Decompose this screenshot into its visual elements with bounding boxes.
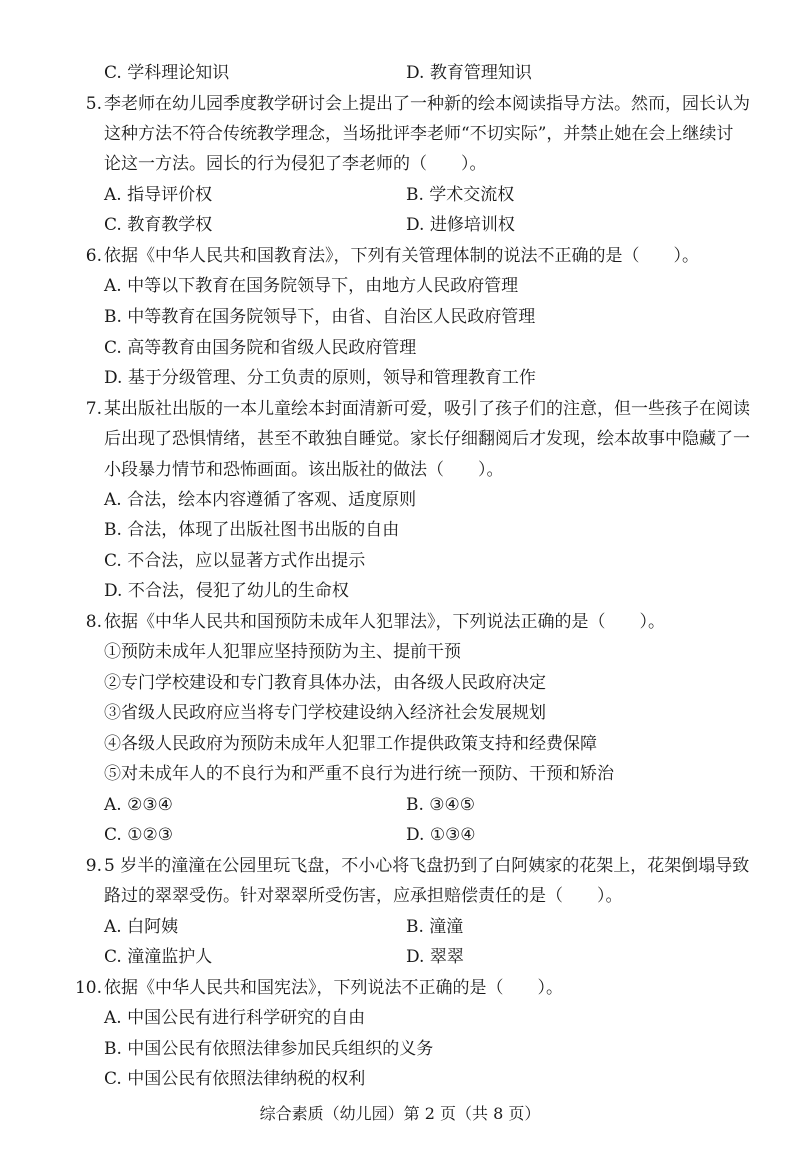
question-6-stem: 依据《中华人民共和国教育法》，下列有关管理体制的说法不正确的是（ ）。	[104, 246, 699, 266]
question-10-number: 10.	[74, 978, 102, 998]
question-8-option-a: A. ②③④	[104, 795, 173, 815]
question-7-option-b: B. 合法，体现了出版社图书出版的自由	[104, 520, 400, 540]
question-8-stem: 依据《中华人民共和国预防未成年人犯罪法》，下列说法正确的是（ ）。	[104, 612, 665, 632]
question-5-stem-line-1: 李老师在幼儿园季度教学研讨会上提出了一种新的绘本阅读指导方法。然而，园长认为	[104, 94, 750, 114]
question-9-option-a: A. 白阿姨	[104, 917, 179, 937]
question-5-stem-line-2: 这种方法不符合传统教学理念，当场批评李老师“不切实际”，并禁止她在会上继续讨	[104, 124, 734, 144]
question-5-option-a: A. 指导评价权	[104, 185, 213, 205]
question-10-stem: 依据《中华人民共和国宪法》，下列说法不正确的是（ ）。	[104, 978, 563, 998]
question-6-number: 6.	[85, 246, 102, 266]
question-7-number: 7.	[85, 399, 102, 419]
question-8-item-4: ④各级人民政府为预防未成年人犯罪工作提供政策支持和经费保障	[104, 734, 597, 754]
question-7-stem-line-1: 某出版社出版的一本儿童绘本封面清新可爱，吸引了孩子们的注意，但一些孩子在阅读	[104, 399, 750, 419]
question-7-stem-line-2: 后出现了恐惧情绪，甚至不敢独自睡觉。家长仔细翻阅后才发现，绘本故事中隐藏了一	[104, 429, 750, 449]
question-5-stem-line-3: 论这一方法。园长的行为侵犯了李老师的（ ）。	[104, 154, 487, 174]
question-8-item-5: ⑤对未成年人的不良行为和严重不良行为进行统一预防、干预和矫治	[104, 764, 614, 784]
question-5-option-d: D. 进修培训权	[406, 215, 515, 235]
prev-option-c: C. 学科理论知识	[104, 63, 230, 83]
question-7-option-a: A. 合法，绘本内容遵循了客观、适度原则	[104, 490, 417, 510]
prev-option-d: D. 教育管理知识	[406, 63, 532, 83]
question-8-option-c: C. ①②③	[104, 825, 173, 845]
question-10-option-b: B. 中国公民有依照法律参加民兵组织的义务	[104, 1039, 434, 1059]
question-8-option-b: B. ③④⑤	[406, 795, 476, 815]
question-8-option-d: D. ①③④	[406, 825, 476, 845]
question-7-option-c: C. 不合法，应以显著方式作出提示	[104, 551, 366, 571]
question-9-stem-line-1: 5 岁半的潼潼在公园里玩飞盘，不小心将飞盘扔到了白阿姨家的花架上，花架倒塌导致	[104, 856, 750, 876]
question-8-item-2: ②专门学校建设和专门教育具体办法，由各级人民政府决定	[104, 673, 546, 693]
question-10-option-a: A. 中国公民有进行科学研究的自由	[104, 1008, 366, 1028]
question-8-item-1: ①预防未成年人犯罪应坚持预防为主、提前干预	[104, 642, 461, 662]
question-9-option-b: B. 潼潼	[406, 917, 464, 937]
question-10-option-c: C. 中国公民有依照法律纳税的权利	[104, 1069, 366, 1089]
question-7-option-d: D. 不合法，侵犯了幼儿的生命权	[104, 581, 349, 601]
question-9-option-d: D. 翠翠	[406, 947, 464, 967]
question-6-option-a: A. 中等以下教育在国务院领导下，由地方人民政府管理	[104, 276, 519, 296]
question-8-item-3: ③省级人民政府应当将专门学校建设纳入经济社会发展规划	[104, 703, 546, 723]
question-6-option-b: B. 中等教育在国务院领导下，由省、自治区人民政府管理	[104, 307, 536, 327]
question-9-option-c: C. 潼潼监护人	[104, 947, 213, 967]
page-footer: 综合素质（幼儿园）第 2 页（共 8 页）	[259, 1104, 541, 1123]
question-6-option-c: C. 高等教育由国务院和省级人民政府管理	[104, 338, 417, 358]
question-7-stem-line-3: 小段暴力情节和恐怖画面。该出版社的做法（ ）。	[104, 460, 504, 480]
question-9-stem-line-2: 路过的翠翠受伤。针对翠翠所受伤害，应承担赔偿责任的是（ ）。	[104, 886, 623, 906]
question-5-number: 5.	[85, 94, 102, 114]
question-5-option-b: B. 学术交流权	[406, 185, 515, 205]
question-9-number: 9.	[85, 856, 102, 876]
question-5-option-c: C. 教育教学权	[104, 215, 213, 235]
question-8-number: 8.	[85, 612, 102, 632]
question-6-option-d: D. 基于分级管理、分工负责的原则，领导和管理教育工作	[104, 368, 536, 388]
